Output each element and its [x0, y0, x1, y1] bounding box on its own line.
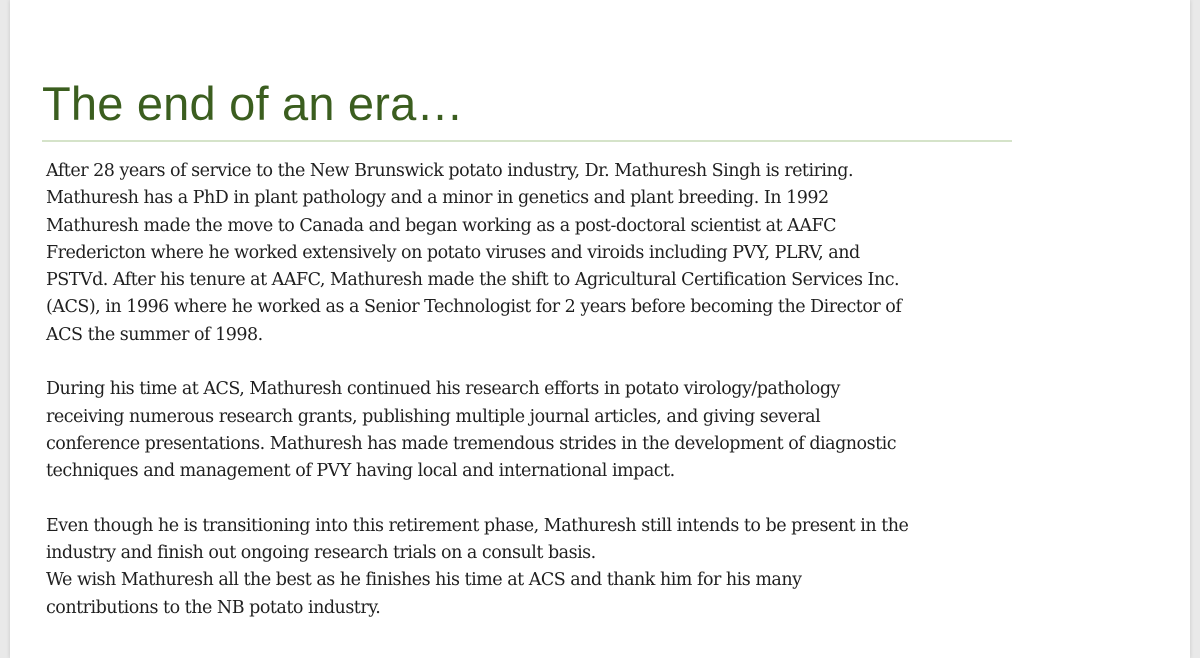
paragraph-retirement: Even though he is transitioning into this retirement phase, Mathuresh still intends to be present in the industry and finish out ongoing research trials on a consult basis.: [46, 515, 909, 564]
paragraph-farewell: We wish Mathuresh all the best as he finishes his time at ACS and thank him for his many contributions to the NB potato industry.: [46, 570, 802, 618]
article-body: [46, 158, 1066, 622]
paragraph-career: After 28 years of service to the New Brunswick potato industry, Dr. Mathuresh Singh is retiring. Mathuresh has a PhD in plant pathology and a minor in genetics and plant breeding. In 1992 Mathuresh made the move to Canada and began working as a post-doctoral scientist at AAFC Fredericton where he worked extensively on potato viruses and viroids including PVY, PLRV, and PSTVd. After his tenure at AAFC, Mathuresh made the shift to Agricultural Certification Services Inc. (ACS), in 1996 where he worked as a Senior Technologist for 2 years before becoming the Director of ACS the summer of 1998.: [46, 161, 902, 345]
title-divider: [42, 140, 1012, 142]
paragraph-research: During his time at ACS, Mathuresh continued his research efforts in potato virology/pathology receiving numerous research grants, publishing multiple journal articles, and giving several conference presentations. Mathuresh has made tremendous strides in the development of diagnostic techniques and management of PVY having local and international impact.: [46, 379, 896, 482]
page-title: The end of an era…: [42, 77, 464, 130]
document-page: [10, 0, 1190, 658]
